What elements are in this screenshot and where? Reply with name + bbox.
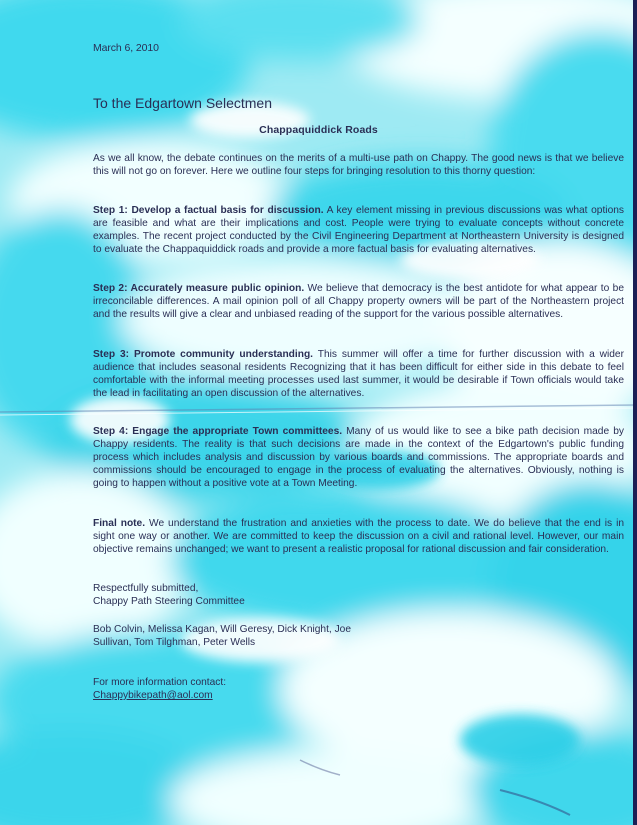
- contact-email-link[interactable]: Chappybikepath@aol.com: [93, 690, 213, 701]
- step-3-text: This summer will offer a time for further discussion with a wider audience that includes seasonal residents Recognizing that it has been difficult for either side in this debate to feel comfortable with the informal meeting processes used last summer, it would be desirable if Town officials would take the lead in facilitating an open discussion of the alternatives.: [93, 349, 624, 399]
- signoff-block: [93, 582, 245, 608]
- step-1-paragraph: [93, 204, 624, 256]
- step-4-paragraph: [93, 425, 624, 490]
- closing-line: Respectfully submitted,: [93, 583, 199, 594]
- step-3-title: Step 3: Promote community understanding.: [93, 349, 313, 360]
- signers-list: Bob Colvin, Melissa Kagan, Will Geresy, Dick Knight, Joe Sullivan, Tom Tilghman, Peter Wells: [93, 624, 351, 648]
- salutation: To the Edgartown Selectmen: [93, 95, 272, 111]
- final-note-paragraph: [93, 517, 624, 556]
- letter-date: March 6, 2010: [93, 42, 159, 54]
- final-note-text: We understand the frustration and anxieties with the process to date. We do believe that the end is in sight one way or another. We are committed to keep the discussion on a civil and rational level. However, our main objective remains unchanged; we want to present a realistic proposal for rational discussion and fair consideration.: [93, 518, 625, 555]
- step-4-title: Step 4: Engage the appropriate Town committees.: [93, 426, 343, 437]
- step-2-text: We believe that democracy is the best antidote for what appear to be irreconcilable differences. A mail opinion poll of all Chappy property owners will be part of the Northeastern project and the results will give a clear and unbiased reading of the support for the various possible alternatives.: [93, 283, 624, 320]
- step-2-title: Step 2: Accurately measure public opinion.: [93, 283, 305, 294]
- step-1-title: Step 1: Develop a factual basis for discussion.: [93, 205, 324, 216]
- letter-subject: Chappaquiddick Roads: [259, 124, 378, 136]
- final-note-title: Final note.: [93, 518, 146, 529]
- intro-paragraph: As we all know, the debate continues on the merits of a multi-use path on Chappy. The good news is that we believe this will not go on forever. Here we outline four steps for bringing resolution to this thorny question:: [93, 153, 624, 177]
- step-2-paragraph: [93, 282, 624, 321]
- committee-name: Chappy Path Steering Committee: [93, 596, 245, 607]
- step-1-text: A key element missing in previous discussions was what options are feasible and what are their implications and cost. People were trying to evaluate concepts without concrete examples. The recent project conducted by the Civil Engineering Department at Northeastern University is designed to evaluate the Chappaquiddick roads and provide a more factual basis for evaluating alternatives.: [93, 205, 624, 255]
- contact-block: [93, 676, 226, 702]
- scan-edge-shadow: [633, 0, 637, 825]
- contact-label: For more information contact:: [93, 677, 227, 688]
- step-4-text: Many of us would like to see a bike path decision made by Chappy residents. The reality is that such decisions are made in the context of the Edgartown's public funding process which includes analysis and discussion by various boards and commissions. The appropriate boards and commissions should be encouraged to engage in the process of evaluating the alternatives. Obviously, nothing is going to happen without a positive vote at a Town Meeting.: [93, 426, 624, 489]
- step-3-paragraph: [93, 348, 624, 400]
